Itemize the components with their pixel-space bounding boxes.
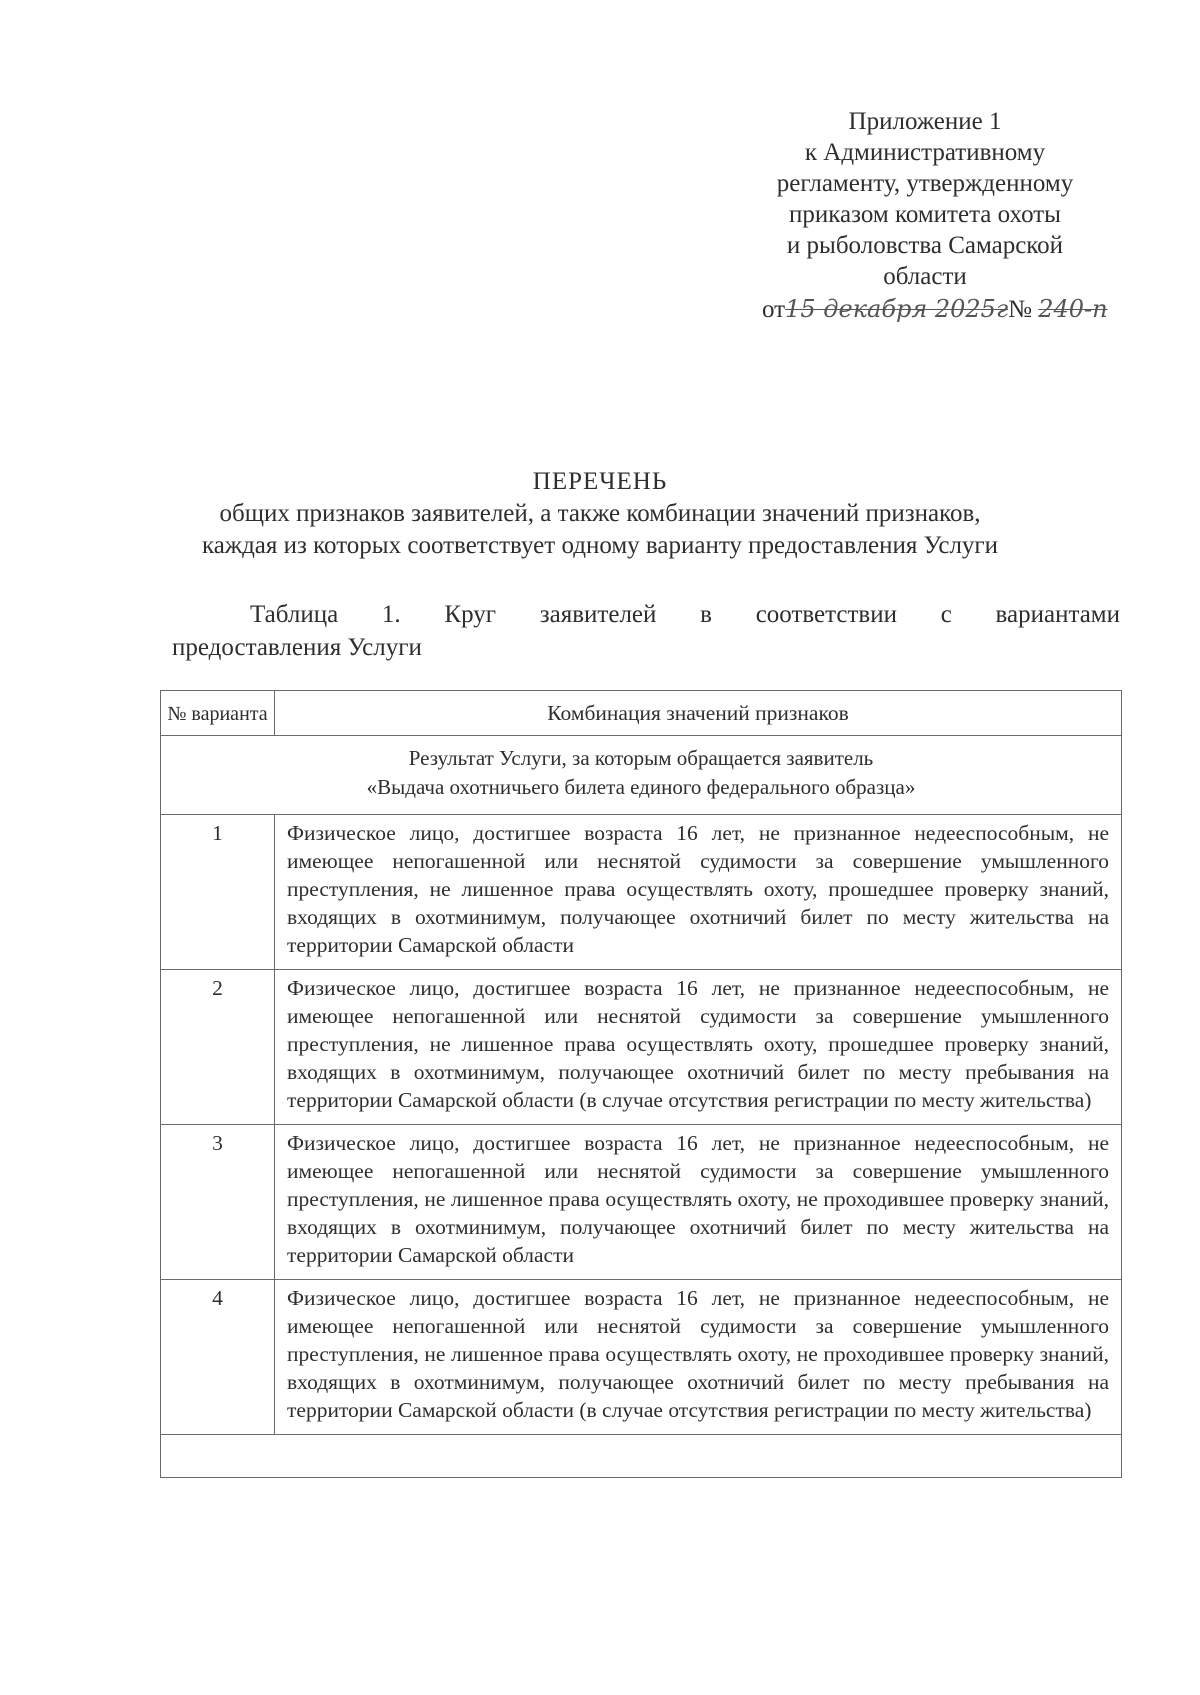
appendix-line: к Административному — [804, 139, 1046, 166]
empty-cell — [161, 1435, 1122, 1478]
service-result-cell — [161, 736, 1122, 815]
document-subtitle-line: каждая из которых соответствует одному варианту предоставления Услуги — [201, 532, 999, 559]
appendix-line: Приложение 1 — [848, 108, 1002, 135]
header-variant-number: № варианта — [161, 691, 275, 736]
table-empty-row — [161, 1435, 1122, 1478]
table-caption — [172, 598, 1120, 664]
handwritten-number: 240-п — [1038, 295, 1108, 323]
table-row — [161, 815, 1122, 970]
document-heading — [150, 466, 1050, 562]
table-caption-line: Таблица 1. Круг заявителей в соответствии с вариантами — [250, 601, 1120, 628]
handwritten-date: 15 декабря 2025г — [785, 295, 1009, 323]
variant-description: Физическое лицо, достигшее возраста 16 лет, не признанное недееспособным, не имеющее непогашенной или неснятой судимости за совершение умышленного преступления, не лишенное права осуществлять охоту, прошедшее проверку знаний, входящих в охотминимум, получающее охотничий билет по месту пребывания на территории Самарской области (в случае отсутствия регистрации по месту жительства) — [275, 970, 1122, 1125]
variant-number: 4 — [161, 1280, 275, 1435]
variant-number: 3 — [161, 1125, 275, 1280]
document-title: ПЕРЕЧЕНЬ — [532, 468, 668, 495]
table-result-row — [161, 736, 1122, 815]
table-caption-line: предоставления Услуги — [172, 634, 422, 661]
appendix-line: регламенту, утвержденному — [776, 170, 1074, 197]
number-label: № — [1008, 296, 1032, 323]
variant-description: Физическое лицо, достигшее возраста 16 лет, не признанное недееспособным, не имеющее непогашенной или неснятой судимости за совершение умышленного преступления, не лишенное права осуществлять охоту, прошедшее проверку знаний, входящих в охотминимум, получающее охотничий билет по месту жительства на территории Самарской области — [275, 815, 1122, 970]
order-reference — [740, 294, 1110, 325]
table-row — [161, 1280, 1122, 1435]
variant-number: 2 — [161, 970, 275, 1125]
appendix-line: области — [883, 263, 967, 290]
service-result-line: «Выдача охотничьего билета единого федерального образца» — [366, 775, 916, 799]
variant-number: 1 — [161, 815, 275, 970]
service-result-line: Результат Услуги, за которым обращается заявитель — [408, 746, 874, 770]
appendix-line: и рыболовства Самарской — [786, 232, 1064, 259]
document-subtitle-line: общих признаков заявителей, а также комбинации значений признаков, — [219, 500, 981, 527]
header-combination: Комбинация значений признаков — [275, 691, 1122, 736]
from-label: от — [762, 296, 786, 323]
variant-description: Физическое лицо, достигшее возраста 16 лет, не признанное недееспособным, не имеющее непогашенной или неснятой судимости за совершение умышленного преступления, не лишенное права осуществлять охоту, не проходившее проверку знаний, входящих в охотминимум, получающее охотничий билет по месту жительства на территории Самарской области — [275, 1125, 1122, 1280]
appendix-line: приказом комитета охоты — [789, 201, 1061, 228]
variant-description: Физическое лицо, достигшее возраста 16 лет, не признанное недееспособным, не имеющее непогашенной или неснятой судимости за совершение умышленного преступления, не лишенное права осуществлять охоту, не проходившее проверку знаний, входящих в охотминимум, получающее охотничий билет по месту пребывания на территории Самарской области (в случае отсутствия регистрации по месту жительства) — [275, 1280, 1122, 1435]
table-header-row — [161, 691, 1122, 736]
table-row — [161, 970, 1122, 1125]
variants-table — [160, 690, 1122, 1478]
table-row — [161, 1125, 1122, 1280]
appendix-block — [740, 106, 1110, 325]
